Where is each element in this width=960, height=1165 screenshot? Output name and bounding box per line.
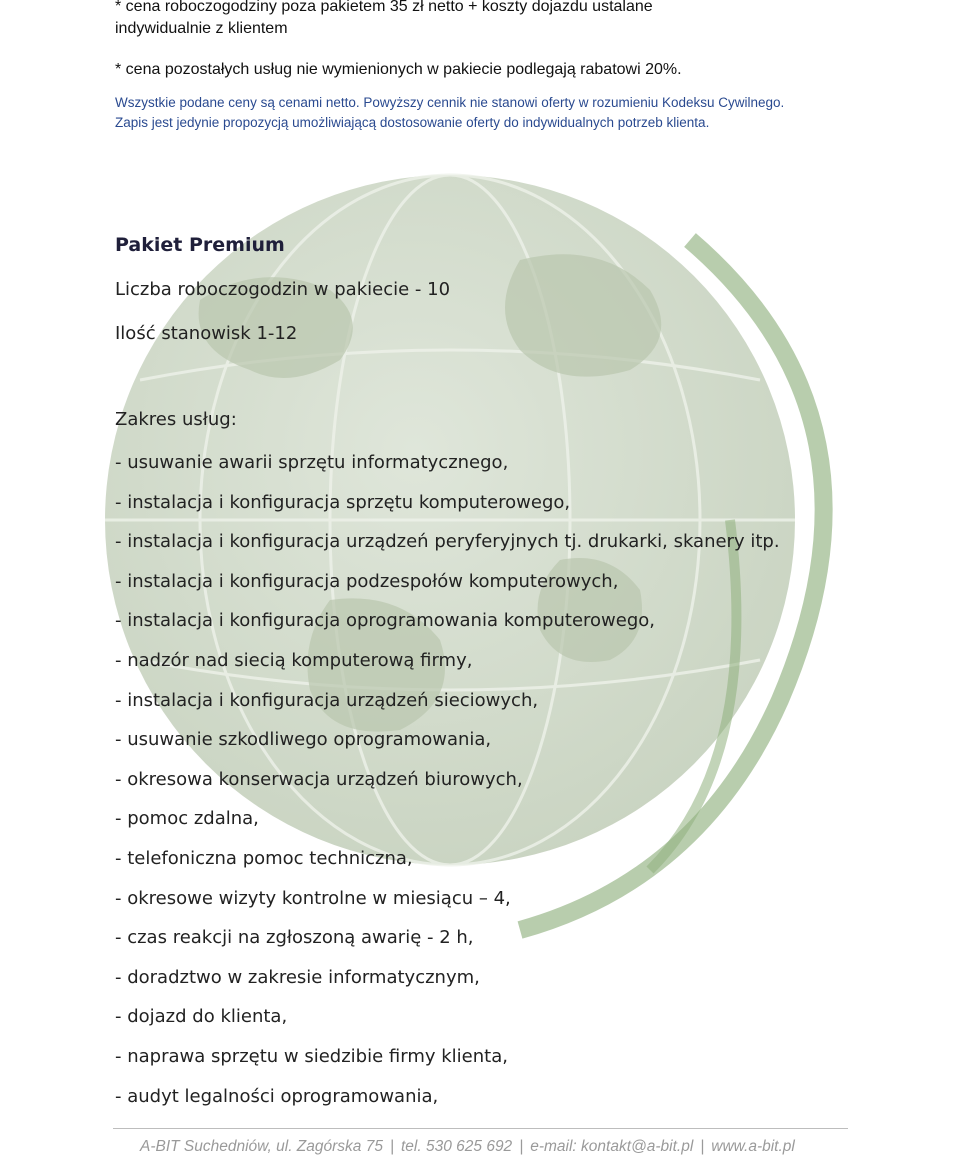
footer-phone: tel. 530 625 692 bbox=[401, 1138, 513, 1155]
service-item: - usuwanie szkodliwego oprogramowania, bbox=[115, 729, 492, 751]
package-hours: Liczba roboczogodzin w pakiecie - 10 bbox=[115, 279, 451, 300]
service-item: - instalacja i konfiguracja oprogramowania komputerowego, bbox=[115, 610, 655, 632]
service-item: - okresowa konserwacja urządzeń biurowych, bbox=[115, 768, 523, 790]
price-note bbox=[115, 0, 653, 40]
scope-heading: Zakres usług: bbox=[115, 409, 237, 430]
services-list bbox=[115, 450, 780, 1123]
price-note-line-2: indywidualnie z klientem bbox=[115, 20, 288, 37]
footer-divider bbox=[113, 1128, 848, 1129]
service-item: - usuwanie awarii sprzętu informatycznego, bbox=[115, 452, 509, 473]
service-item: - pomoc zdalna, bbox=[115, 808, 259, 830]
service-item: - instalacja i konfiguracja sprzętu komputerowego, bbox=[115, 491, 571, 513]
package-stations: Ilość stanowisk 1-12 bbox=[115, 323, 298, 344]
service-item: - naprawa sprzętu w siedzibie firmy klienta, bbox=[115, 1045, 508, 1067]
footer-separator: | bbox=[700, 1138, 705, 1155]
service-item: - nadzór nad siecią komputerową firmy, bbox=[115, 649, 473, 671]
service-item: - czas reakcji na zgłoszoną awarię - 2 h, bbox=[115, 927, 474, 949]
disclaimer-line-2: Zapis jest jedynie propozycją umożliwiającą dostosowanie oferty do indywidualnych potrzeb klienta. bbox=[115, 115, 710, 130]
service-item: - dojazd do klienta, bbox=[115, 1006, 288, 1028]
footer-separator: | bbox=[389, 1138, 394, 1155]
service-item: - instalacja i konfiguracja urządzeń sieciowych, bbox=[115, 689, 539, 711]
service-item: - telefoniczna pomoc techniczna, bbox=[115, 847, 413, 869]
price-note-line-1: * cena roboczogodziny poza pakietem 35 zł netto + koszty dojazdu ustalane bbox=[115, 0, 653, 15]
disclaimer bbox=[115, 93, 784, 133]
footer-email[interactable]: e-mail: kontakt@a-bit.pl bbox=[530, 1138, 694, 1155]
discount-note: * cena pozostałych usług nie wymienionych w pakiecie podlegają rabatowi 20%. bbox=[115, 61, 682, 78]
footer-website[interactable]: www.a-bit.pl bbox=[711, 1138, 795, 1155]
footer bbox=[140, 1138, 795, 1156]
disclaimer-line-1: Wszystkie podane ceny są cenami netto. Powyższy cennik nie stanowi oferty w rozumieniu Kodeksu Cywilnego. bbox=[115, 95, 785, 110]
service-item: - audyt legalności oprogramowania, bbox=[115, 1085, 439, 1107]
package-title: Pakiet Premium bbox=[115, 234, 285, 256]
service-item: - okresowe wizyty kontrolne w miesiącu – 4, bbox=[115, 887, 511, 909]
service-item: - instalacja i konfiguracja podzespołów komputerowych, bbox=[115, 570, 619, 592]
service-item: - doradztwo w zakresie informatycznym, bbox=[115, 966, 480, 988]
footer-separator: | bbox=[519, 1138, 524, 1155]
footer-company: A-BIT Suchedniów, ul. Zagórska 75 bbox=[140, 1138, 383, 1155]
service-item: - instalacja i konfiguracja urządzeń peryferyjnych tj. drukarki, skanery itp. bbox=[115, 531, 780, 553]
